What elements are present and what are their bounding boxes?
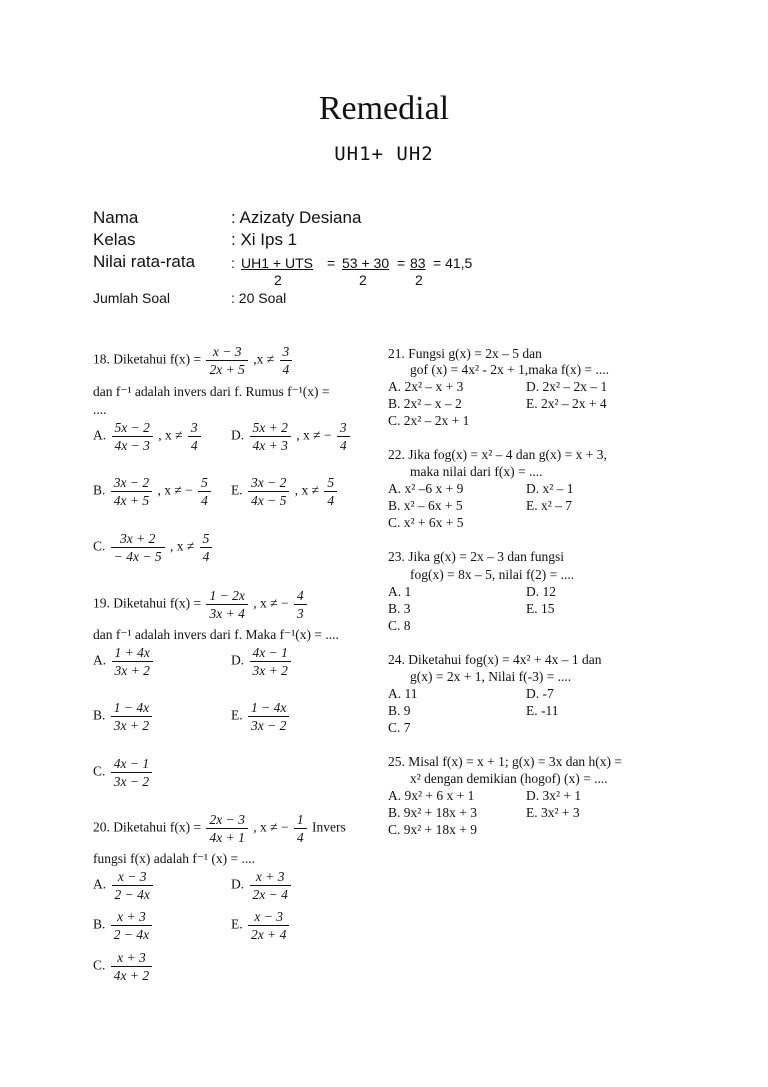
q24-option-e: E. -11 — [526, 703, 559, 718]
q21-line1: 21. Fungsi g(x) = 2x – 5 dan — [388, 346, 542, 361]
nilai-fraction2-num: 53 + 30 — [342, 255, 390, 271]
nilai-colon: : — [231, 255, 235, 271]
q25-option-c: C. 9x² + 18x + 9 — [388, 822, 478, 837]
q24-option-d: D. -7 — [526, 686, 554, 701]
q20-condition: , x ≠ − — [253, 819, 289, 835]
q22-option-b: B. x² – 6x + 5 — [388, 498, 463, 513]
q22-option-e: E. x² – 7 — [526, 498, 573, 513]
q21-option-b: B. 2x² – x – 2 — [388, 396, 462, 411]
q23-line1: 23. Jika g(x) = 2x – 3 dan fungsi — [388, 549, 564, 564]
q21-line2: gof (x) = 4x² - 2x + 1,maka f(x) = .... — [410, 362, 609, 377]
q22-option-a: A. x² –6 x + 9 — [388, 481, 464, 496]
q25-line1: 25. Misal f(x) = x + 1; g(x) = 3x dan h(x) = — [388, 754, 623, 769]
q25-option-d: D. 3x² + 1 — [526, 788, 582, 803]
q24-option-a: A. 11 — [388, 686, 418, 701]
nilai-fraction2-den: 2 — [359, 272, 367, 288]
nama-value: : Azizaty Desiana — [231, 208, 362, 227]
q18-lead: 18. Diketahui f(x) = — [93, 351, 202, 367]
q18-option-e: E. $\frac{3x - 2}{4x - 5}$ , x ≠ $\frac{5}{4}$ — [231, 474, 339, 509]
nilai-result: = 41,5 — [433, 255, 473, 271]
q20-line2: fungsi f(x) adalah f⁻¹ (x) = .... — [93, 851, 255, 866]
q18-option-a: A. $\frac{5x - 2}{4x - 3}$ , x ≠ $\frac{3}{4}$ — [93, 419, 203, 454]
q22-option-c: C. x² + 6x + 5 — [388, 515, 464, 530]
q21-option-d: D. 2x² – 2x – 1 — [526, 379, 608, 394]
q20-condition-fraction: $\frac{1}{4}$ — [294, 811, 307, 846]
q19-function-fraction: $\frac{1 - 2x}{3x + 4}$ — [206, 587, 247, 622]
q18-option-d: D. $\frac{5x + 2}{4x + 3}$ , x ≠ − $\frac{3}{4}$ — [231, 419, 352, 454]
q23-option-d: D. 12 — [526, 584, 556, 599]
q18-line2: dan f⁻¹ adalah invers dari f. Rumus f⁻¹(x) = — [93, 384, 330, 399]
q23-option-c: C. 8 — [388, 618, 411, 633]
q20-option-b: B. $\frac{x + 3}{2 - 4x}$ — [93, 908, 154, 943]
nilai-eq2: = — [397, 255, 406, 271]
q19-option-d: D. $\frac{4x - 1}{3x + 2}$ — [231, 644, 293, 679]
q18-condition: ,x ≠ — [253, 351, 275, 367]
nilai-label: Nilai rata-rata — [93, 252, 196, 271]
q23-option-a: A. 1 — [388, 584, 412, 599]
q25-option-a: A. 9x² + 6 x + 1 — [388, 788, 475, 803]
q20-tail: Invers — [311, 819, 346, 835]
page-subtitle: UH1+ UH2 — [334, 143, 434, 165]
jumlah-label: Jumlah Soal — [93, 290, 171, 306]
q22-option-d: D. x² – 1 — [526, 481, 574, 496]
q18-condition-fraction: $\frac{3}{4}$ — [280, 343, 293, 378]
q24-line2: g(x) = 2x + 1, Nilai f(-3) = .... — [410, 669, 572, 684]
q19-option-a: A. $\frac{1 + 4x}{3x + 2}$ — [93, 644, 155, 679]
q25-line2: x² dengan demikian (hogof) (x) = .... — [410, 771, 608, 786]
q19-lead: 19. Diketahui f(x) = — [93, 595, 202, 611]
q20-function-fraction: $\frac{2x - 3}{4x + 1}$ — [206, 811, 247, 846]
q19-condition-fraction: $\frac{4}{3}$ — [294, 587, 307, 622]
q19-condition: , x ≠ − — [253, 595, 289, 611]
q20-option-d: D. $\frac{x + 3}{2x - 4}$ — [231, 868, 293, 903]
q19-option-e: E. $\frac{1 - 4x}{3x - 2}$ — [231, 699, 291, 734]
q21-option-c: C. 2x² – 2x + 1 — [388, 413, 470, 428]
q20-option-c: C. $\frac{x + 3}{4x + 2}$ — [93, 949, 154, 984]
q19-option-b: B. $\frac{1 - 4x}{3x + 2}$ — [93, 699, 154, 734]
nilai-fraction3-den: 2 — [415, 272, 423, 288]
q25-option-e: E. 3x² + 3 — [526, 805, 580, 820]
q19-option-c: C. $\frac{4x - 1}{3x - 2}$ — [93, 755, 154, 790]
q24-option-b: B. 9 — [388, 703, 411, 718]
nilai-eq1: = — [327, 255, 336, 271]
kelas-value: : Xi Ips 1 — [231, 230, 298, 249]
q25-option-b: B. 9x² + 18x + 3 — [388, 805, 478, 820]
nama-label: Nama — [93, 208, 139, 227]
nilai-fraction1-num: UH1 + UTS — [241, 255, 313, 271]
q18-line3: .... — [93, 402, 107, 417]
q24-option-c: C. 7 — [388, 720, 411, 735]
q20-option-e: E. $\frac{x - 3}{2x + 4}$ — [231, 908, 291, 943]
q24-line1: 24. Diketahui fog(x) = 4x² + 4x – 1 dan — [388, 652, 602, 667]
q23-option-e: E. 15 — [526, 601, 555, 616]
jumlah-value: : 20 Soal — [231, 290, 287, 306]
q21-option-e: E. 2x² – 2x + 4 — [526, 396, 607, 411]
q21-option-a: A. 2x² – x + 3 — [388, 379, 464, 394]
page-title: Remedial — [318, 90, 450, 127]
q19-line2: dan f⁻¹ adalah invers dari f. Maka f⁻¹(x) = .... — [93, 627, 339, 642]
q18-option-c: C. $\frac{3x + 2}{- 4x - 5}$ , x ≠ $\frac{5}{4}$ — [93, 530, 214, 565]
q20-lead: 20. Diketahui f(x) = — [93, 819, 202, 835]
q23-line2: fog(x) = 8x – 5, nilai f(2) = .... — [410, 567, 575, 582]
q20-option-a: A. $\frac{x - 3}{2 - 4x}$ — [93, 868, 155, 903]
q23-option-b: B. 3 — [388, 601, 411, 616]
q18-function-fraction: $\frac{x - 3}{2x + 5}$ — [206, 343, 247, 378]
q22-line1: 22. Jika fog(x) = x² – 4 dan g(x) = x + 3, — [388, 447, 607, 462]
q18-option-b: B. $\frac{3x - 2}{4x + 5}$ , x ≠ − $\frac{5}{4}$ — [93, 474, 213, 509]
q22-line2: maka nilai dari f(x) = .... — [410, 464, 543, 479]
kelas-label: Kelas — [93, 230, 136, 249]
nilai-fraction1-den: 2 — [274, 272, 282, 288]
nilai-fraction3-num: 83 — [410, 255, 426, 271]
